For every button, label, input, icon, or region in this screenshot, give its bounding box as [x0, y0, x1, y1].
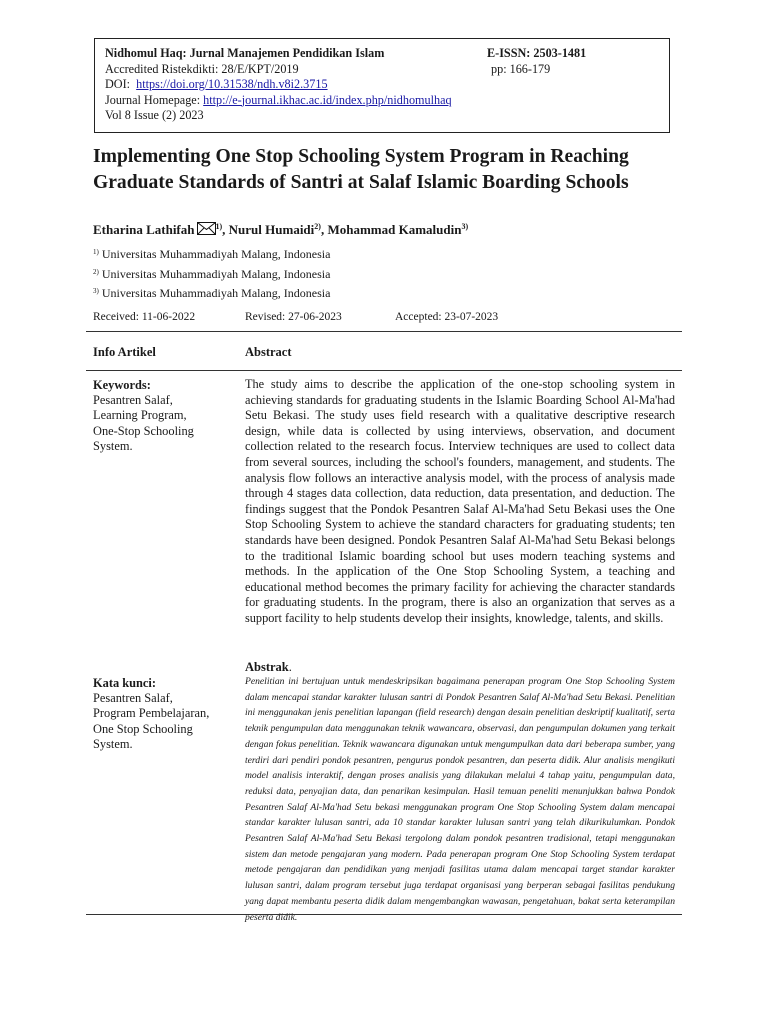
divider — [86, 331, 682, 332]
paper-title: Implementing One Stop Schooling System Program in Reaching Graduate Standards of Santri at Salaf Islamic Boarding Schools — [93, 146, 629, 193]
author-affil-marker: 2) — [314, 222, 321, 231]
divider — [86, 370, 682, 371]
volume-line — [105, 108, 669, 124]
kata-kunci-line: Pesantren Salaf, — [93, 691, 173, 706]
abstrak-heading — [245, 660, 292, 675]
affiliation — [93, 283, 330, 303]
abstract-heading: Abstract — [245, 345, 292, 359]
affil-marker: 1) — [93, 248, 99, 256]
kata-kunci-line: Program Pembelajaran, — [93, 706, 210, 721]
author-name: Nurul Humaidi — [228, 222, 315, 237]
author-list: Etharina Lathifah $^{1)}$, Nurul Humaidi$^{2)}$, Mohammad Kamaludin$^{3)}$ — [93, 222, 469, 237]
doi-link[interactable]: https://doi.org/10.31538/ndh.v8i2.3715 — [136, 77, 328, 91]
keyword-line: System. — [93, 438, 133, 453]
kata-kunci-line: System. — [93, 736, 133, 751]
affil-marker: 3) — [93, 287, 99, 295]
author-name: Mohammad Kamaludin — [327, 222, 462, 237]
divider — [86, 914, 682, 915]
kata-kunci-label: Kata kunci: — [93, 676, 156, 690]
received-date: Received: 11-06-2022 — [93, 311, 196, 323]
author-name: Etharina Lathifah — [93, 222, 195, 237]
abstrak-dot: . — [288, 660, 292, 674]
homepage-label: Journal Homepage: — [105, 92, 201, 107]
abstract-text: The study aims to describe the application of the one-stop schooling system in achieving standards for graduating students in the Islamic Boarding School Al-Ma'had Setu Bekasi. The study uses field research with a qualitative descriptive research design, while data is collected by using interviews, observation, and document collection related to the research focus. Interview techniques are used to collect data from several sources, including the school's founders, management, and students. The analysis flow follows an interactive analysis model, with the process of analysis made through 4 stages data collection, data reduction, data presentation, and deduction. The findings suggest that the Pondok Pesantren Salaf Al-Ma'had Setu Bekasi uses the One Stop Schooling System to achieve the standard characters for graduating students; ten standards have been designed. Pondok Pesantren Salaf Al-Ma'had Setu Bekasi belongs to the traditional Islamic boarding school but uses modern teaching systems and methods. In the application of the One Stop Schooling System, a teaching and educational method becomes the primary facility for achieving the character standards for graduating students. In the program, there is also an organization that serves as a support facility to help students develop their insights, knowledge, talents, and skills. — [245, 377, 675, 625]
keywords-block — [93, 378, 223, 454]
abstrak-label: Abstrak — [245, 660, 289, 674]
revised-date: Revised: 27-06-2023 — [245, 311, 342, 323]
affil-text: Universitas Muhammadiyah Malang, Indonesia — [101, 266, 331, 281]
info-artikel-heading: Info Artikel — [93, 345, 156, 359]
author-affil-marker: 3) — [461, 222, 469, 231]
doi-label: DOI: — [105, 77, 131, 91]
author-affil-marker: 1) — [215, 222, 223, 231]
affiliation — [93, 244, 330, 264]
keyword-line: Pesantren Salaf, — [93, 393, 173, 408]
affil-marker: 2) — [93, 267, 99, 276]
journal-name: Nidhomul Haq: Jurnal Manajemen Pendidikan Islam — [105, 46, 385, 60]
email-icon[interactable] — [197, 222, 216, 239]
affil-text: Universitas Muhammadiyah Malang, Indonesia — [101, 286, 331, 300]
journal-header-box — [94, 38, 670, 133]
page-range: pp: 166-179 — [491, 61, 551, 76]
accreditation: Accredited Ristekdikti: 28/E/KPT/2019 — [105, 61, 299, 76]
volume: Vol 8 Issue (2) 2023 — [105, 108, 204, 122]
homepage-line — [105, 93, 669, 109]
accepted-date: Accepted: 23-07-2023 — [395, 311, 499, 323]
journal-line — [105, 46, 669, 62]
homepage-link[interactable]: http://e-journal.ikhac.ac.id/index.php/nidhomulhaq — [203, 92, 452, 107]
affiliation — [93, 264, 330, 284]
keyword-line: One-Stop Schooling — [93, 423, 194, 438]
keyword-line: Learning Program, — [93, 408, 187, 423]
affil-text: Universitas Muhammadiyah Malang, Indonesia — [101, 247, 331, 261]
kata-kunci-line: One Stop Schooling — [93, 721, 193, 736]
accreditation-line — [105, 62, 669, 78]
keywords-label: Keywords: — [93, 378, 151, 392]
doi-line — [105, 77, 669, 93]
eissn: E-ISSN: 2503-1481 — [487, 46, 587, 60]
abstrak-text: Penelitian ini bertujuan untuk mendeskripsikan bagaimana penerapan program One Stop Schooling System dalam mencapai standar karakter lulusan santri di Pondok Pesantren Salaf Al-Ma'had Setu Bekasi. Penelitian ini menggunakan jenis penelitian lapangan (field research) dengan desain penelitian deskriptif kualitatif, serta teknik pengumpulan data menggunakan teknik wawancara, observasi, dan pengumpulan dokumen yang terkait dengan fokus penelitian. Teknik wawancara digunakan untuk mengumpulkan data dari beberapa sumber, yang terdiri dari pendiri pondok pesantren, pengurus pondok pesantren, dan peserta didik. Alur analisis mengikuti model analisis interaktif, dengan proses analisis yang dilakukan melalui 4 tahap yaitu, pengumpulan data, reduksi data, penyajian data, dan penarikan kesimpulan. Hasil temuan peneliti menunjukkan bahwa Pondok Pesantren Salaf Al-Ma'had Setu bekasi menggunakan program One Stop Schooling System dalam mencapai standar karakter lulusan santri, ada 10 standar karakter lulusan santri yang telah dikurikulumkan. Pondok Pesantren Salaf Al-Ma'had Setu Bekasi tergolong dalam pondok pesantren tradisional, tetapi menggunakan sistem dan metode pengajaran yang modern. Pada penerapan program One Stop Schooling System terdapat metode pengajaran dan pendidikan yang menjadi fasilitas utama dalam mencapai target standar karakter lulusan santri, dalam program tersebut juga terdapat organisasi yang berperan sebagai fasilitas pendukung yang dapat membantu peserta didik dalam mengembangkan wawasan, pengetahuan, bakat serta keterampilan peserta didik. — [245, 676, 675, 923]
kata-kunci-block — [93, 676, 223, 752]
affiliation-list — [93, 244, 330, 303]
